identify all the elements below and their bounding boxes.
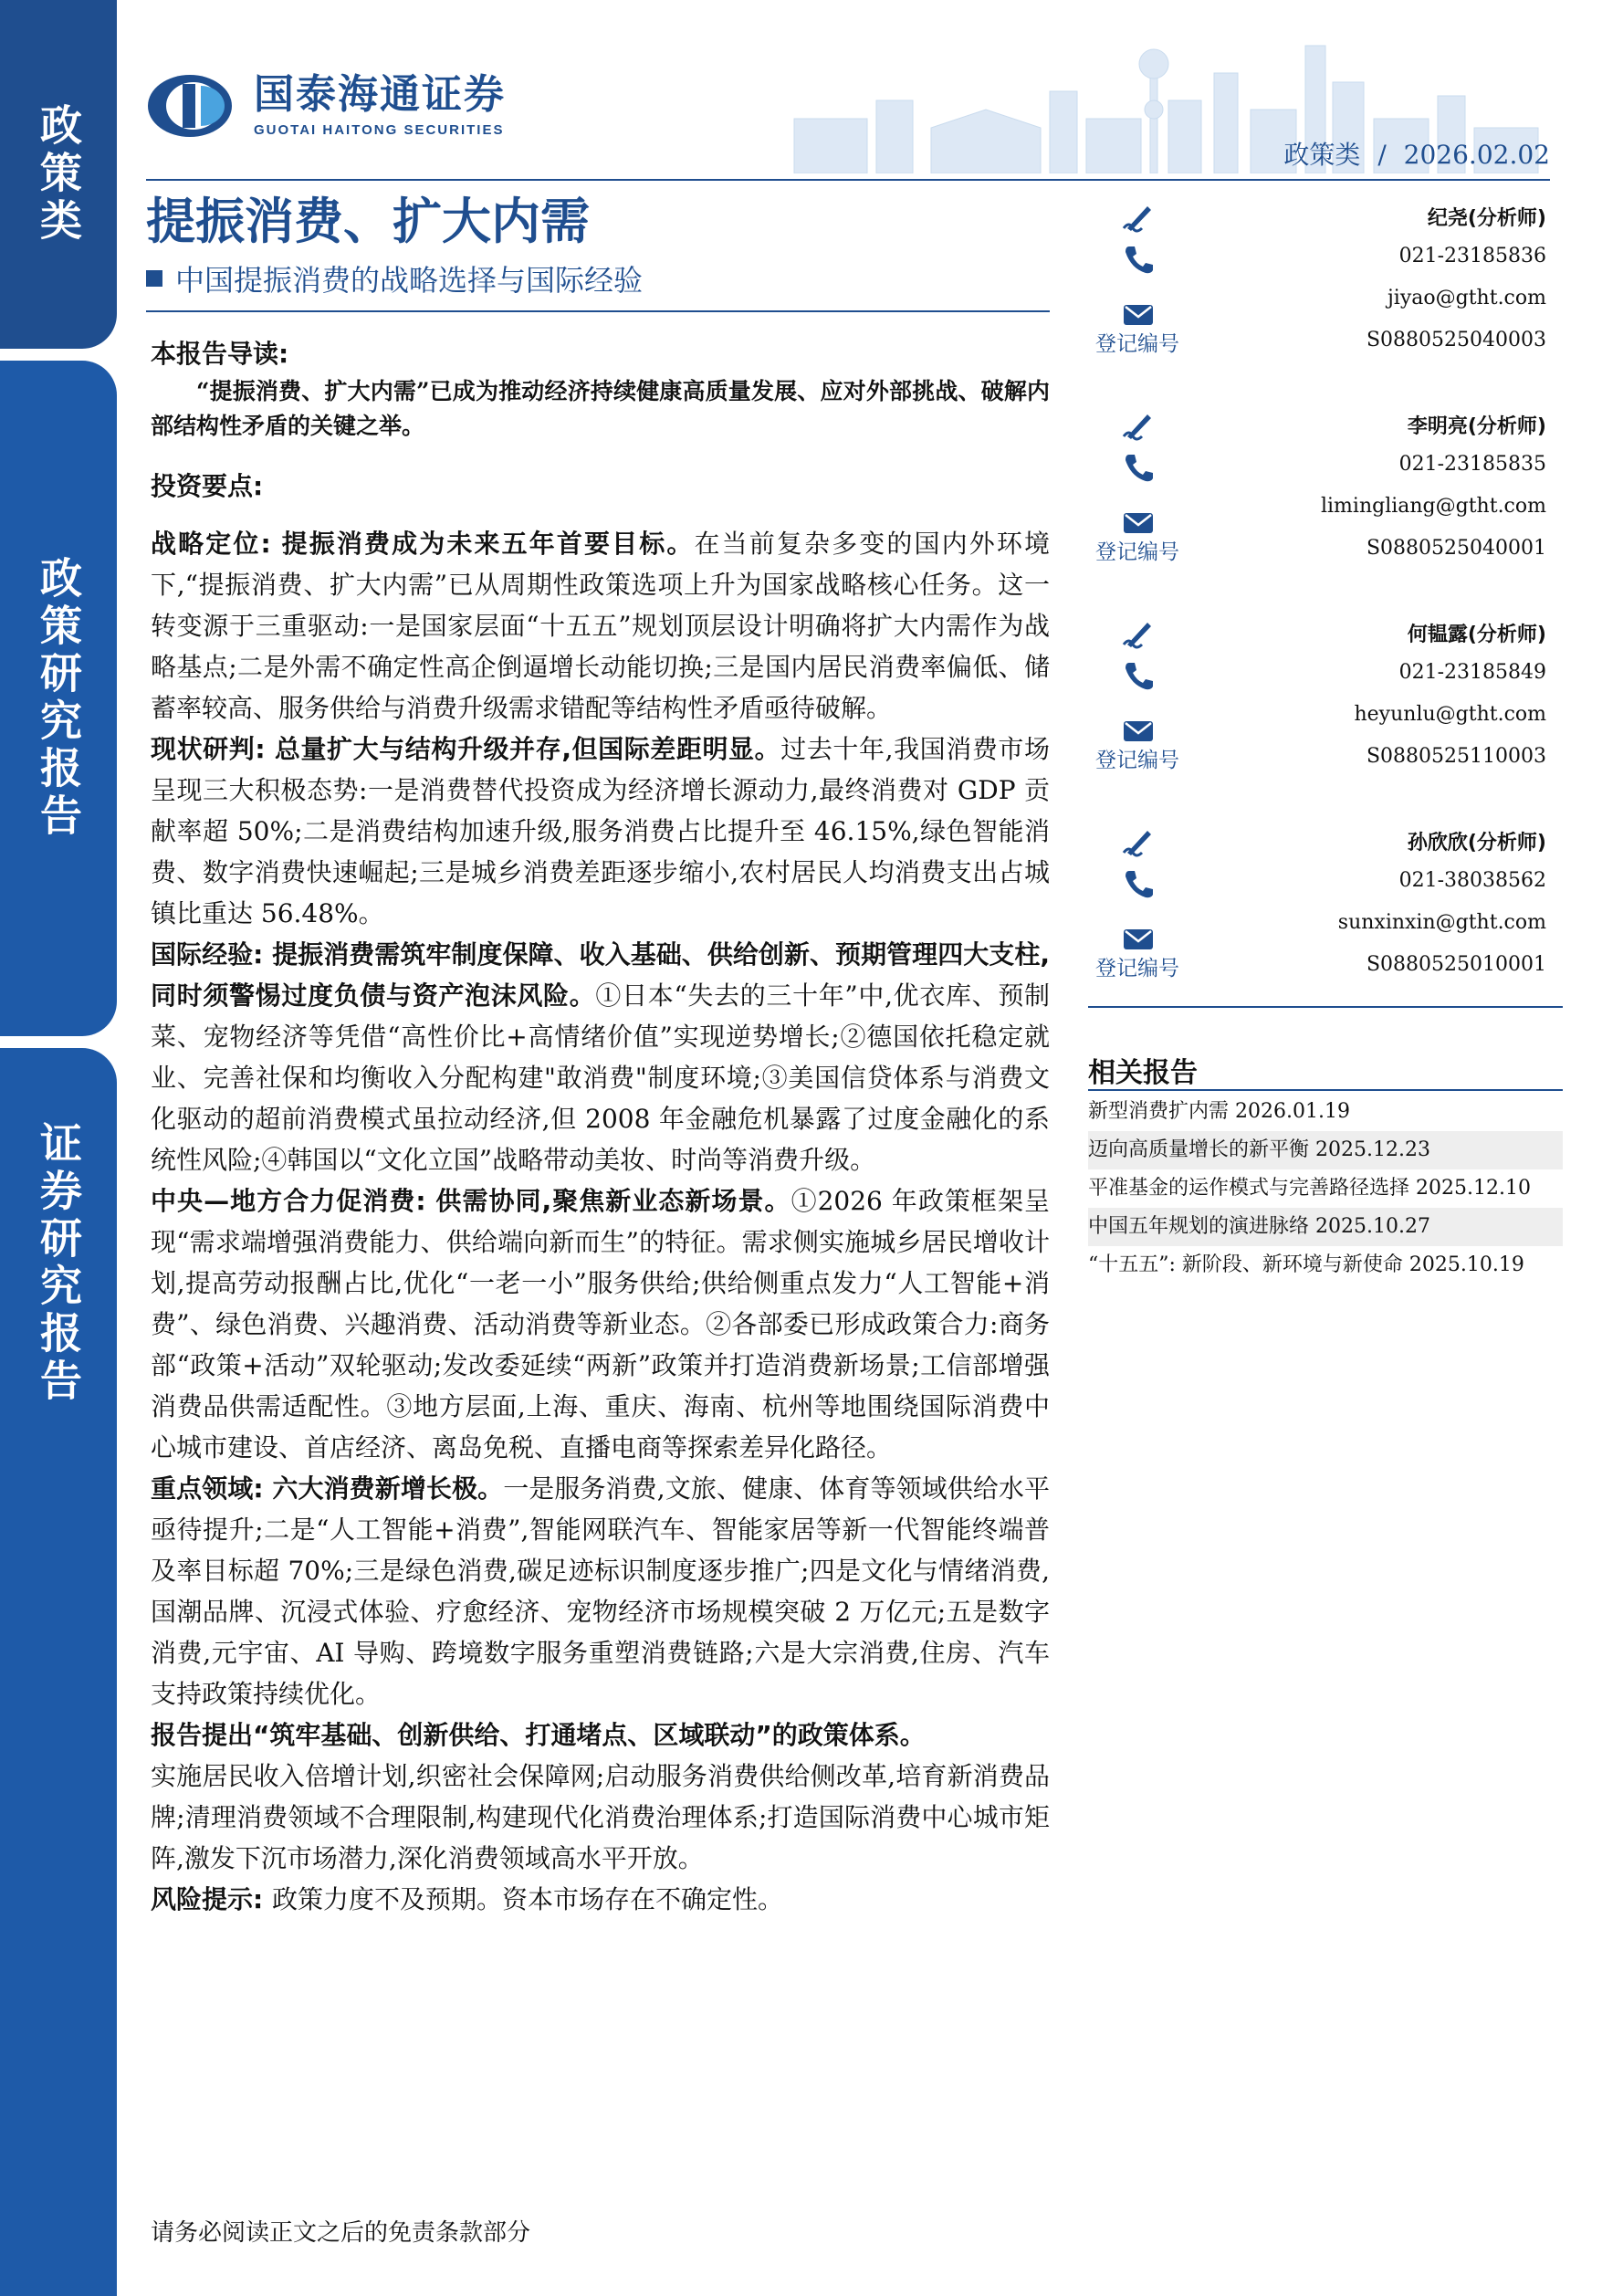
point-lead: 现状研判: 总量扩大与结构升级并存,但国际差距明显。 xyxy=(151,734,781,764)
point-lead: 中央—地方合力促消费: 供需协同,聚焦新业态新场景。 xyxy=(151,1186,791,1216)
point-lead: 国际经验: 提振消费需筑牢制度保障、收入基础、供给创新、预期管理四大支柱,同时须警惕过度负债与资产泡沫风险。 xyxy=(151,939,1050,1011)
analyst-divider xyxy=(1088,1006,1563,1008)
report-category: 政策类 xyxy=(1283,140,1361,170)
point-body: ①日本“失去的三十年”中,优衣库、预制菜、宠物经济等凭借“高性价比+高情绪价值”实现逆势增长;②德国依托稳定就业、完善社保和均衡收入分配构建"敢消费"制度环境;③美国信贷体系与消费文化驱动的超前消费模式虽拉动经济,但 2008 年金融危机暴露了过度金融化的系统性风险;④韩国以“文化立国”战略带动美妆、时尚等消费升级。 xyxy=(151,980,1050,1175)
analyst-phone[interactable]: 021-23185835 xyxy=(1398,453,1546,476)
point-paragraph xyxy=(151,934,1050,1180)
analyst-reg-no: S0880525040003 xyxy=(1366,329,1546,351)
point-paragraph xyxy=(151,1468,1050,1714)
point-body: 政策力度不及预期。资本市场存在不确定性。 xyxy=(271,1884,783,1914)
related-reports-list xyxy=(1088,1093,1563,1284)
page-subtitle xyxy=(146,257,643,299)
point-paragraph xyxy=(151,523,1050,729)
pen-icon xyxy=(1120,409,1157,442)
analyst-reg-no: S0880525040001 xyxy=(1366,537,1546,560)
phone-icon xyxy=(1120,659,1157,692)
meta-separator: / xyxy=(1377,140,1387,170)
analyst-reg-label: 登记编号 xyxy=(1095,957,1179,980)
analyst-phone[interactable]: 021-23185849 xyxy=(1398,661,1546,684)
points-heading: 投资要点: xyxy=(151,471,264,501)
phone-icon xyxy=(1120,243,1157,276)
subtitle-divider xyxy=(146,310,1050,312)
brand-name-en: GUOTAI HAITONG SECURITIES xyxy=(254,121,505,138)
related-report-link[interactable]: 平准基金的运作模式与完善路径选择 2025.12.10 xyxy=(1088,1177,1531,1200)
phone-icon xyxy=(1120,451,1157,484)
analyst-phone[interactable]: 021-23185836 xyxy=(1398,245,1546,267)
mail-icon xyxy=(1120,298,1157,330)
analyst-name: 纪尧(分析师) xyxy=(1427,207,1546,230)
related-report-link[interactable]: 新型消费扩内需 2026.01.19 xyxy=(1088,1100,1350,1123)
point-body: 在当前复杂多变的国内外环境下,“提振消费、扩大内需”已从周期性政策选项上升为国家战略核心任务。这一转变源于三重驱动:一是国家层面“十五五”规划顶层设计明确将扩大内需作为战略基点;二是外需不确定性高企倒逼增长动能切换;三是国内居民消费率偏低、储蓄率较高、服务供给与消费升级需求错配等结构性矛盾亟待破解。 xyxy=(151,529,1050,723)
subtitle-text: 中国提振消费的战略选择与国际经验 xyxy=(175,263,644,298)
square-bullet-icon xyxy=(146,270,162,287)
point-body: 实施居民收入倍增计划,织密社会保障网;启动服务消费供给侧改革,培育新消费品牌;清理消费领域不合理限制,构建现代化消费治理体系;打造国际消费中心城市矩阵,激发下沉市场潜力,深化消费领域高水平开放。 xyxy=(151,1761,1050,1873)
side-tab-label: 政策类 xyxy=(34,103,83,246)
brand-logo xyxy=(146,70,506,139)
analyst-email[interactable]: sunxinxin@gtht.com xyxy=(1337,911,1546,934)
side-tab-label: 证券研究报告 xyxy=(34,1121,83,1406)
analyst-name: 李明亮(分析师) xyxy=(1407,415,1546,438)
point-lead: 报告提出“筑牢基础、创新供给、打通堵点、区域联动”的政策体系。 xyxy=(151,1720,926,1750)
mail-icon xyxy=(1120,714,1157,747)
point-lead: 重点领域: 六大消费新增长极。 xyxy=(151,1473,504,1504)
brand-name-cn: 国泰海通证券 xyxy=(254,70,506,118)
point-lead: 风险提示: xyxy=(151,1884,272,1914)
intro-text: “提振消费、扩大内需”已成为推动经济持续健康高质量发展、应对外部挑战、破解内部结构性矛盾的关键之举。 xyxy=(151,378,1050,439)
point-body: ①2026 年政策框架呈现“需求端增强消费能力、供给端向新而生”的特征。需求侧实施城乡居民增收计划,提高劳动报酬占比,优化“一老一小”服务供给;供给侧重点发力“人工智能+消费”、绿色消费、兴趣消费、活动消费等新业态。②各部委已形成政策合力:商务部“政策+活动”双轮驱动;发改委延续“两新”政策并打造消费新场景;工信部增强消费品供需适配性。③地方层面,上海、重庆、海南、杭州等地围绕国际消费中心城市建设、首店经济、离岛免税、直播电商等探索差异化路径。 xyxy=(151,1186,1050,1463)
point-body: 过去十年,我国消费市场呈现三大积极态势:一是消费替代投资成为经济增长源动力,最终消费对 GDP 贡献率超 50%;二是消费结构加速升级,服务消费占比提升至 46.15%,绿色智能消费、数字消费快速崛起;三是城乡消费差距逐步缩小,农村居民人均消费支出占城镇比重达 56.48%。 xyxy=(151,734,1050,928)
side-tab-policy xyxy=(0,361,117,1036)
analyst-email[interactable]: heyunlu@gtht.com xyxy=(1354,703,1546,726)
point-lead: 战略定位: 提振消费成为未来五年首要目标。 xyxy=(151,529,695,559)
related-report-link[interactable]: 迈向高质量增长的新平衡 2025.12.23 xyxy=(1088,1131,1563,1169)
report-date: 2026.02.02 xyxy=(1403,140,1550,170)
side-tab-label: 政策研究报告 xyxy=(34,556,83,841)
point-body: 一是服务消费,文旅、健康、体育等领域供给水平亟待提升;二是“人工智能+消费”,智能网联汽车、智能家居等新一代智能终端普及率目标超 70%;三是绿色消费,碳足迹标识制度逐步推广;四是文化与情绪消费,国潮品牌、沉浸式体验、疗愈经济、宠物经济市场规模突破 2 万亿元;五是数字消费,元宇宙、AI 导购、跨境数字服务重塑消费链路;六是大宗消费,住房、汽车支持政策持续优化。 xyxy=(151,1473,1050,1709)
main-content xyxy=(151,333,1050,1920)
logo-icon xyxy=(146,73,234,139)
analyst-card xyxy=(1088,619,1563,829)
disclaimer-note: 请务必阅读正文之后的免责条款部分 xyxy=(151,2219,531,2247)
related-divider xyxy=(1088,1089,1563,1091)
analyst-name: 何韫露(分析师) xyxy=(1407,624,1546,646)
analyst-card xyxy=(1088,203,1563,413)
header-meta xyxy=(1283,135,1550,172)
point-paragraph xyxy=(151,1714,1050,1879)
points-list xyxy=(151,523,1050,1920)
side-tab-category xyxy=(0,0,117,349)
side-tab-securities xyxy=(0,1048,117,2296)
mail-icon xyxy=(1120,506,1157,539)
analyst-reg-label: 登记编号 xyxy=(1095,332,1179,356)
analyst-name: 孙欣欣(分析师) xyxy=(1407,832,1546,854)
analyst-email[interactable]: jiyao@gtht.com xyxy=(1387,287,1546,309)
point-paragraph xyxy=(151,1879,1050,1920)
phone-icon xyxy=(1120,867,1157,900)
pen-icon xyxy=(1120,825,1157,858)
analyst-reg-no: S0880525010001 xyxy=(1366,953,1546,976)
header-divider xyxy=(146,179,1550,181)
pen-icon xyxy=(1120,617,1157,650)
point-paragraph xyxy=(151,1180,1050,1468)
analyst-reg-no: S0880525110003 xyxy=(1366,745,1546,768)
analyst-phone[interactable]: 021-38038562 xyxy=(1398,869,1546,892)
related-report-link[interactable]: “十五五”: 新阶段、新环境与新使命 2025.10.19 xyxy=(1088,1253,1524,1276)
related-report-link[interactable]: 中国五年规划的演进脉络 2025.10.27 xyxy=(1088,1208,1563,1246)
analyst-email[interactable]: limingliang@gtht.com xyxy=(1320,495,1546,518)
related-reports-heading: 相关报告 xyxy=(1088,1057,1198,1089)
analyst-card xyxy=(1088,411,1563,621)
point-paragraph xyxy=(151,729,1050,934)
analyst-reg-label: 登记编号 xyxy=(1095,749,1179,772)
intro-heading: 本报告导读: xyxy=(151,339,289,369)
page-title: 提振消费、扩大内需 xyxy=(146,193,590,250)
mail-icon xyxy=(1120,922,1157,955)
pen-icon xyxy=(1120,201,1157,234)
analyst-reg-label: 登记编号 xyxy=(1095,540,1179,564)
